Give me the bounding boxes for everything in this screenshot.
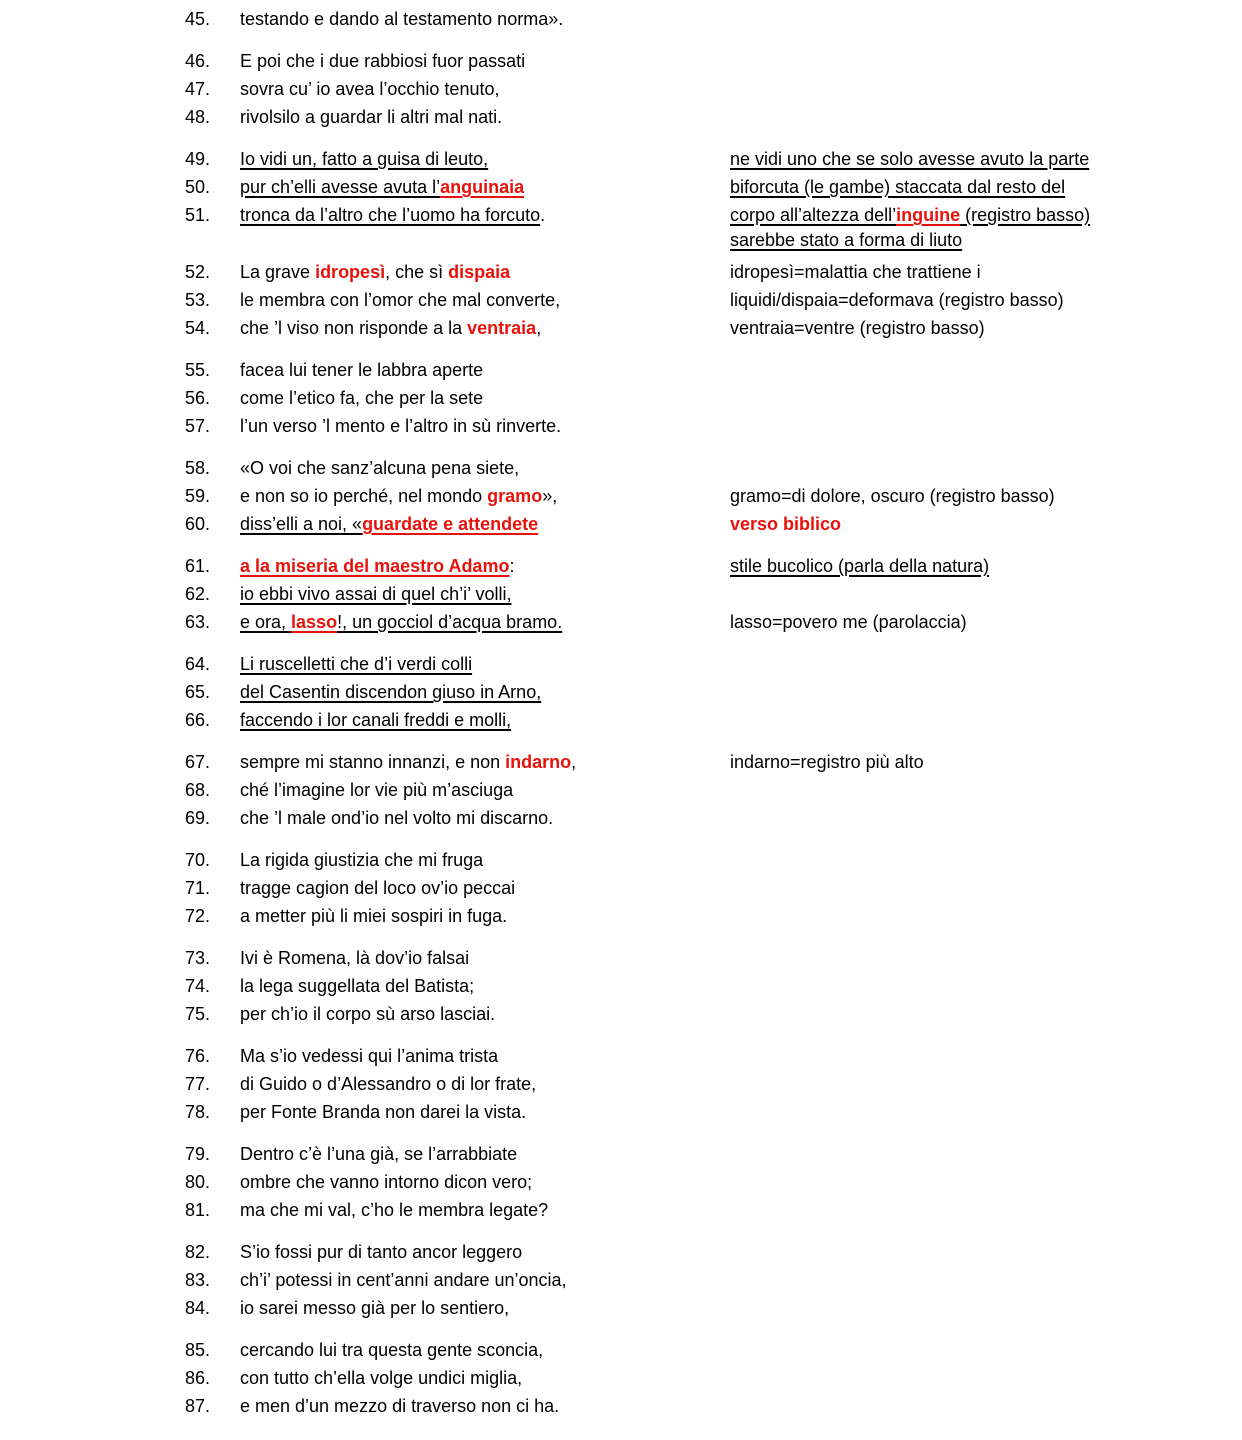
verse-text [240,1238,730,1266]
verse-text [240,47,730,75]
verse-number: 75. [185,1004,211,1024]
verse-number: 72. [185,906,211,926]
text-run: stile bucolico (parla della natura) [730,556,990,576]
text-run: sarebbe stato a forma di liuto [730,230,963,250]
verse-number: 61. [185,556,211,576]
verse-number: 82. [185,1242,211,1262]
text-run: la lega suggellata del Batista; [240,976,475,996]
verse-text [240,846,730,874]
verse-text [240,258,730,286]
verse-number: 80. [185,1172,211,1192]
verse-number: 71. [185,878,211,898]
text-run: lasso [291,612,338,632]
verse-number: 66. [185,710,211,730]
verse-number: 86. [185,1368,211,1388]
verse-row [185,384,1212,412]
verse-number: 85. [185,1340,211,1360]
verse-row [185,552,1212,580]
verse-text [240,1042,730,1070]
verse-row [185,846,1212,874]
verse-number: 65. [185,682,211,702]
verse-text [240,75,730,103]
verse-text [240,384,730,412]
verse-row [185,258,1212,286]
verse-text [240,580,730,608]
text-run: indarno=registro più alto [730,752,924,772]
verse-row [185,75,1212,103]
verse-number: 84. [185,1298,211,1318]
text-run: idropesì=malattia che trattiene i [730,262,981,282]
text-run: l’un verso ’l mento e l’altro in sù rinverte. [240,416,562,436]
verse-note [730,201,1212,229]
text-run: E poi che i due rabbiosi fuor passati [240,51,526,71]
verse-text [240,902,730,930]
verse-row [185,145,1212,173]
text-run: tragge cagion del loco ov’io peccai [240,878,516,898]
verse-number: 62. [185,584,211,604]
verse-number: 48. [185,107,211,127]
verse-row [185,1392,1212,1420]
text-run: dispaia [448,262,511,282]
verse-text [240,1364,730,1392]
verse-note [730,173,1212,201]
verse-row [185,47,1212,75]
verse-row [185,1364,1212,1392]
verse-text [240,314,730,342]
text-run: !, un gocciol d’acqua bramo. [337,612,563,632]
text-run: , [536,318,542,338]
verse-text [240,1000,730,1028]
text-run: indarno [505,752,572,772]
verse-row [185,412,1212,440]
verse-text [240,776,730,804]
verse-note [730,552,1212,580]
verse-row [185,286,1212,314]
verse-row [185,944,1212,972]
verse-number: 56. [185,388,211,408]
text-run: biforcuta (le gambe) staccata dal resto del [730,177,1066,197]
text-run: per ch’io il corpo sù arso lasciai. [240,1004,496,1024]
verse-number: 49. [185,149,211,169]
text-run: Ivi è Romena, là dov’io falsai [240,948,470,968]
text-run: S’io fossi pur di tanto ancor leggero [240,1242,523,1262]
text-run: a metter più li miei sospiri in fuga. [240,906,508,926]
verse-text [240,1294,730,1322]
text-run: , che sì [385,262,449,282]
verse-number: 59. [185,486,211,506]
verse-row [185,103,1212,131]
verse-number: 87. [185,1396,211,1416]
text-run: del Casentin discendon giuso in Arno, [240,682,542,702]
verse-note [730,510,1212,538]
verse-number: 51. [185,205,211,225]
verse-text [240,5,730,33]
verse-row [185,874,1212,902]
text-run: facea lui tener le labbra aperte [240,360,484,380]
verse-number: 67. [185,752,211,772]
verse-number: 58. [185,458,211,478]
verse-text [240,678,730,706]
verse-number: 46. [185,51,211,71]
verse-text [240,173,730,201]
verse-text [240,1070,730,1098]
text-run: inguine [896,205,961,225]
text-run: di Guido o d’Alessandro o di lor frate, [240,1074,537,1094]
text-run: . [540,205,546,225]
text-run: diss’elli a noi, « [240,514,363,534]
verse-row [185,678,1212,706]
verse-number: 81. [185,1200,211,1220]
text-run: La grave [240,262,316,282]
verse-row [185,776,1212,804]
verse-number: 78. [185,1102,211,1122]
text-run: lasso=povero me (parolaccia) [730,612,967,632]
text-run: rivolsilo a guardar li altri mal nati. [240,107,503,127]
verse-note [730,482,1212,510]
verse-text [240,1392,730,1420]
verse-number: 83. [185,1270,211,1290]
verse-text [240,1196,730,1224]
verse-row [185,1140,1212,1168]
verse-note [730,286,1212,314]
text-run: e ora, [240,612,292,632]
verse-text [240,1098,730,1126]
verse-text [240,874,730,902]
verse-row [185,748,1212,776]
verse-row [185,1098,1212,1126]
verse-row [185,5,1212,33]
verse-row [185,650,1212,678]
verse-text [240,1336,730,1364]
verse-number: 70. [185,850,211,870]
verse-text [240,103,730,131]
text-run: io ebbi vivo assai di quel ch’i’ volli, [240,584,512,604]
text-run: (registro basso) [960,205,1091,225]
verse-text [240,286,730,314]
text-run: cercando lui tra questa gente sconcia, [240,1340,544,1360]
text-run: : [509,556,515,576]
text-run: La rigida giustizia che mi fruga [240,850,484,870]
verse-text [240,356,730,384]
text-run: , [571,752,577,772]
text-run: corpo all’altezza dell’ [730,205,897,225]
verse-row [185,482,1212,510]
verse-text [240,552,730,580]
verse-text [240,482,730,510]
verse-number: 77. [185,1074,211,1094]
verse-text [240,650,730,678]
verse-row [185,1196,1212,1224]
text-run: che ’l male ond’io nel volto mi discarno. [240,808,554,828]
verse-note [730,608,1212,636]
verse-row [185,314,1212,342]
verse-text [240,145,730,173]
text-run: guardate e attendete [362,514,539,534]
text-run: », [542,486,558,506]
verse-row [185,356,1212,384]
verse-text [240,972,730,1000]
text-run: Dentro c’è l’una già, se l’arrabbiate [240,1144,518,1164]
text-run: ombre che vanno intorno dicon vero; [240,1172,533,1192]
verse-number: 63. [185,612,211,632]
text-run: testando e dando al testamento norma». [240,9,564,29]
verse-row [185,454,1212,482]
verse-row [185,1042,1212,1070]
verse-row [185,1238,1212,1266]
verse-number: 55. [185,360,211,380]
text-run: che ’l viso non risponde a la [240,318,468,338]
verse-row [185,173,1212,201]
verse-number: 74. [185,976,211,996]
verse-text [240,412,730,440]
text-run: a la miseria del maestro Adamo [240,556,510,576]
verse-note [730,229,1212,252]
verse-row [185,804,1212,832]
verse-text [240,804,730,832]
text-run: le membra con l’omor che mal converte, [240,290,561,310]
text-run: «O voi che sanz’alcuna pena siete, [240,458,520,478]
verse-row [185,1336,1212,1364]
verse-number: 52. [185,262,211,282]
verse-text [240,608,730,636]
text-run: liquidi/dispaia=deformava (registro basso) [730,290,1064,310]
text-run: idropesì [315,262,386,282]
verse-number: 54. [185,318,211,338]
verse-row [185,706,1212,734]
verse-row [185,1168,1212,1196]
verse-text [240,454,730,482]
text-run: gramo [487,486,543,506]
verse-text [240,1168,730,1196]
verse-number: 57. [185,416,211,436]
verse-row [185,1070,1212,1098]
verse-number: 45. [185,9,211,29]
text-run: ventraia=ventre (registro basso) [730,318,985,338]
text-run: sovra cu’ io avea l’occhio tenuto, [240,79,500,99]
text-run: ma che mi val, c’ho le membra legate? [240,1200,549,1220]
text-run: ché l’imagine lor vie più m’asciuga [240,780,514,800]
verse-row [185,1000,1212,1028]
text-run: e non so io perché, nel mondo [240,486,488,506]
text-run: anguinaia [440,177,525,197]
verse-row [185,972,1212,1000]
text-run: verso biblico [730,514,842,534]
verse-row [185,510,1212,538]
verse-number: 60. [185,514,211,534]
verse-text [240,510,730,538]
verse-row [185,1294,1212,1322]
verse-note [730,314,1212,342]
text-run: Ma s’io vedessi qui l’anima trista [240,1046,499,1066]
verse-row [185,1266,1212,1294]
text-run: per Fonte Branda non darei la vista. [240,1102,527,1122]
text-run: con tutto ch’ella volge undici miglia, [240,1368,523,1388]
verse-note [730,145,1212,173]
verse-number: 68. [185,780,211,800]
text-run: ventraia [467,318,537,338]
verse-note [730,258,1212,286]
verse-row [185,902,1212,930]
verse-text [240,944,730,972]
text-run: ne vidi uno che se solo avesse avuto la parte [730,149,1090,169]
verse-text [240,748,730,776]
text-run: Li ruscelletti che d’i verdi colli [240,654,473,674]
verse-number: 50. [185,177,211,197]
verse-number: 73. [185,948,211,968]
verse-text [240,1140,730,1168]
verse-number: 53. [185,290,211,310]
verse-note [730,748,1212,776]
verse-row [185,608,1212,636]
text-run: pur ch’elli avesse avuta l’ [240,177,441,197]
text-run: io sarei messo già per lo sentiero, [240,1298,510,1318]
verse-text [240,706,730,734]
note-row [185,229,1212,252]
text-run: gramo=di dolore, oscuro (registro basso) [730,486,1055,506]
verse-text [240,201,730,229]
verse-row [185,580,1212,608]
text-run: sempre mi stanno innanzi, e non [240,752,506,772]
text-run: tronca da l’altro che l’uomo ha forcuto [240,205,541,225]
text-run: come l’etico fa, che per la sete [240,388,484,408]
verse-number: 64. [185,654,211,674]
verse-number: 79. [185,1144,211,1164]
verse-number: 69. [185,808,211,828]
text-run: Io vidi un, fatto a guisa di leuto, [240,149,489,169]
text-run: faccendo i lor canali freddi e molli, [240,710,512,730]
verse-row [185,201,1212,229]
text-run: ch’i’ potessi in cent’anni andare un’oncia, [240,1270,567,1290]
verse-number: 47. [185,79,211,99]
text-run: e men d’un mezzo di traverso non ci ha. [240,1396,560,1416]
verse-text [240,1266,730,1294]
verse-number: 76. [185,1046,211,1066]
